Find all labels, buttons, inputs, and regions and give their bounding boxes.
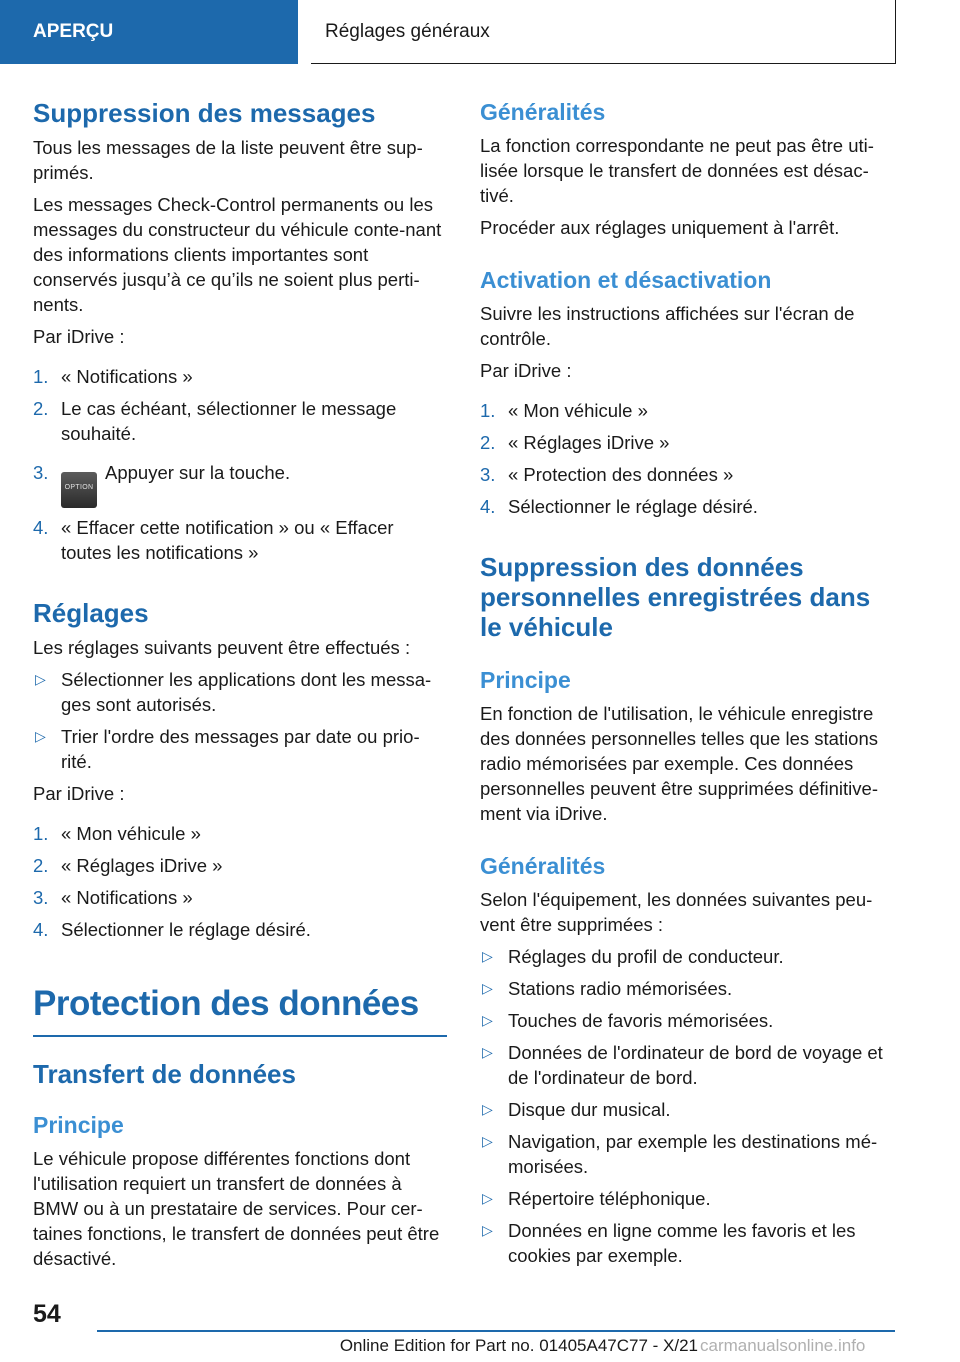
list-item: ▷ Répertoire téléphonique. bbox=[482, 1188, 711, 1209]
triangle-bullet-icon: ▷ bbox=[482, 1190, 493, 1206]
heading-suppression-messages: Suppression des messages bbox=[33, 98, 376, 128]
list-item: ▷ Stations radio mémorisées. bbox=[482, 978, 733, 999]
list-item: 2. « Réglages iDrive » bbox=[480, 432, 670, 453]
section-tab: APERÇU bbox=[0, 0, 298, 64]
list-item: 4. Sélectionner le réglage désiré. bbox=[480, 496, 758, 517]
option-button-icon: OPTION bbox=[61, 472, 97, 508]
right-column bbox=[480, 98, 894, 1275]
triangle-bullet-icon: ▷ bbox=[482, 948, 493, 964]
left-column bbox=[33, 98, 447, 1271]
paragraph: Procéder aux réglages uniquement à l'arrêt. bbox=[480, 217, 840, 238]
list-item: ▷ Trier l'ordre des messages par date ou prio‐rité. bbox=[35, 726, 420, 772]
subheading-principe: Principe bbox=[33, 1112, 124, 1138]
list-item: 2. « Réglages iDrive » bbox=[33, 855, 223, 876]
list-item: 1. « Mon véhicule » bbox=[480, 400, 648, 421]
triangle-bullet-icon: ▷ bbox=[482, 1012, 493, 1028]
heading-transfert-donnees: Transfert de données bbox=[33, 1059, 296, 1089]
paragraph: Les réglages suivants peuvent être effectués : bbox=[33, 637, 411, 658]
paragraph: En fonction de l'utilisation, le véhicule enregistre des données personnelles telles que les stations radio mémorisées par exemple. Ces données personnelles peuvent être supprimées définitive‐ment via iDrive. bbox=[480, 703, 879, 824]
paragraph: Suivre les instructions affichées sur l'écran de contrôle. bbox=[480, 303, 855, 349]
list-item: 3. « Notifications » bbox=[33, 887, 193, 908]
subheading-principe: Principe bbox=[480, 667, 571, 693]
list-item: ▷ Données de l'ordinateur de bord de voyage et de l'ordinateur de bord. bbox=[482, 1042, 883, 1088]
paragraph: Le véhicule propose différentes fonctions dont l'utilisation requiert un transfert de données à BMW ou à un prestataire de services. Pour cer‐taines fonctions, le transfert de données peut être désactivé. bbox=[33, 1148, 440, 1269]
triangle-bullet-icon: ▷ bbox=[482, 1133, 493, 1149]
subheading-generalites: Généralités bbox=[480, 853, 606, 879]
paragraph: Par iDrive : bbox=[33, 783, 125, 804]
paragraph: Tous les messages de la liste peuvent être sup‐primés. bbox=[33, 137, 423, 183]
list-item: 4. Sélectionner le réglage désiré. bbox=[33, 919, 311, 940]
triangle-bullet-icon: ▷ bbox=[482, 1222, 493, 1238]
list-item: ▷ Réglages du profil de conducteur. bbox=[482, 946, 784, 967]
list-item: 3. OPTIONAppuyer sur la touche. bbox=[33, 460, 447, 508]
page-header-title: Réglages généraux bbox=[311, 0, 896, 64]
steps-list bbox=[480, 398, 894, 519]
paragraph: Les messages Check-Control permanents ou les messages du constructeur du véhicule conte‐nant des informations clients importantes sont conservés jusqu’à ce qu’ils ne soient plus perti‐nents. bbox=[33, 194, 442, 315]
list-item: ▷ Disque dur musical. bbox=[482, 1099, 671, 1120]
heading-suppression-donnees: Suppression des données personnelles enregistrées dans le véhicule bbox=[480, 552, 871, 642]
list-item: ▷ Sélectionner les applications dont les messa‐ges sont autorisés. bbox=[35, 669, 432, 715]
triangle-bullet-icon: ▷ bbox=[35, 671, 46, 687]
bullet-list bbox=[33, 667, 447, 774]
footer-watermark: carmanualsonline.info bbox=[700, 1336, 866, 1355]
subheading-activation: Activation et désactivation bbox=[480, 267, 772, 293]
list-item: 3. « Protection des données » bbox=[480, 464, 734, 485]
list-item: 2. Le cas échéant, sélectionner le message souhaité. bbox=[33, 398, 397, 444]
page-number: 54 bbox=[33, 1300, 61, 1328]
list-item: ▷ Navigation, par exemple les destinations mé‐morisées. bbox=[482, 1131, 878, 1177]
steps-list bbox=[33, 821, 447, 942]
list-item: 1. « Notifications » bbox=[33, 366, 193, 387]
heading-reglages: Réglages bbox=[33, 598, 149, 628]
paragraph: La fonction correspondante ne peut pas être uti‐lisée lorsque le transfert de données est désac‐tivé. bbox=[480, 135, 874, 206]
list-item: 4. « Effacer cette notification » ou « Effacer toutes les notifications » bbox=[33, 517, 394, 563]
footer-edition: Online Edition for Part no. 01405A47C77 - X/21 bbox=[339, 1336, 698, 1355]
list-item: ▷ Touches de favoris mémorisées. bbox=[482, 1010, 774, 1031]
triangle-bullet-icon: ▷ bbox=[482, 1101, 493, 1117]
list-item: ▷ Données en ligne comme les favoris et les cookies par exemple. bbox=[482, 1220, 856, 1266]
paragraph: Selon l'équipement, les données suivantes peu‐vent être supprimées : bbox=[480, 889, 873, 935]
list-item: 1. « Mon véhicule » bbox=[33, 823, 201, 844]
paragraph: Par iDrive : bbox=[480, 360, 572, 381]
footer-divider bbox=[97, 1330, 895, 1332]
triangle-bullet-icon: ▷ bbox=[482, 980, 493, 996]
steps-list bbox=[33, 364, 447, 565]
bullet-list bbox=[480, 944, 894, 1268]
subheading-generalites: Généralités bbox=[480, 99, 606, 125]
heading-protection-donnees: Protection des données bbox=[33, 984, 419, 1023]
triangle-bullet-icon: ▷ bbox=[482, 1044, 493, 1060]
paragraph: Par iDrive : bbox=[33, 326, 125, 347]
triangle-bullet-icon: ▷ bbox=[35, 728, 46, 744]
